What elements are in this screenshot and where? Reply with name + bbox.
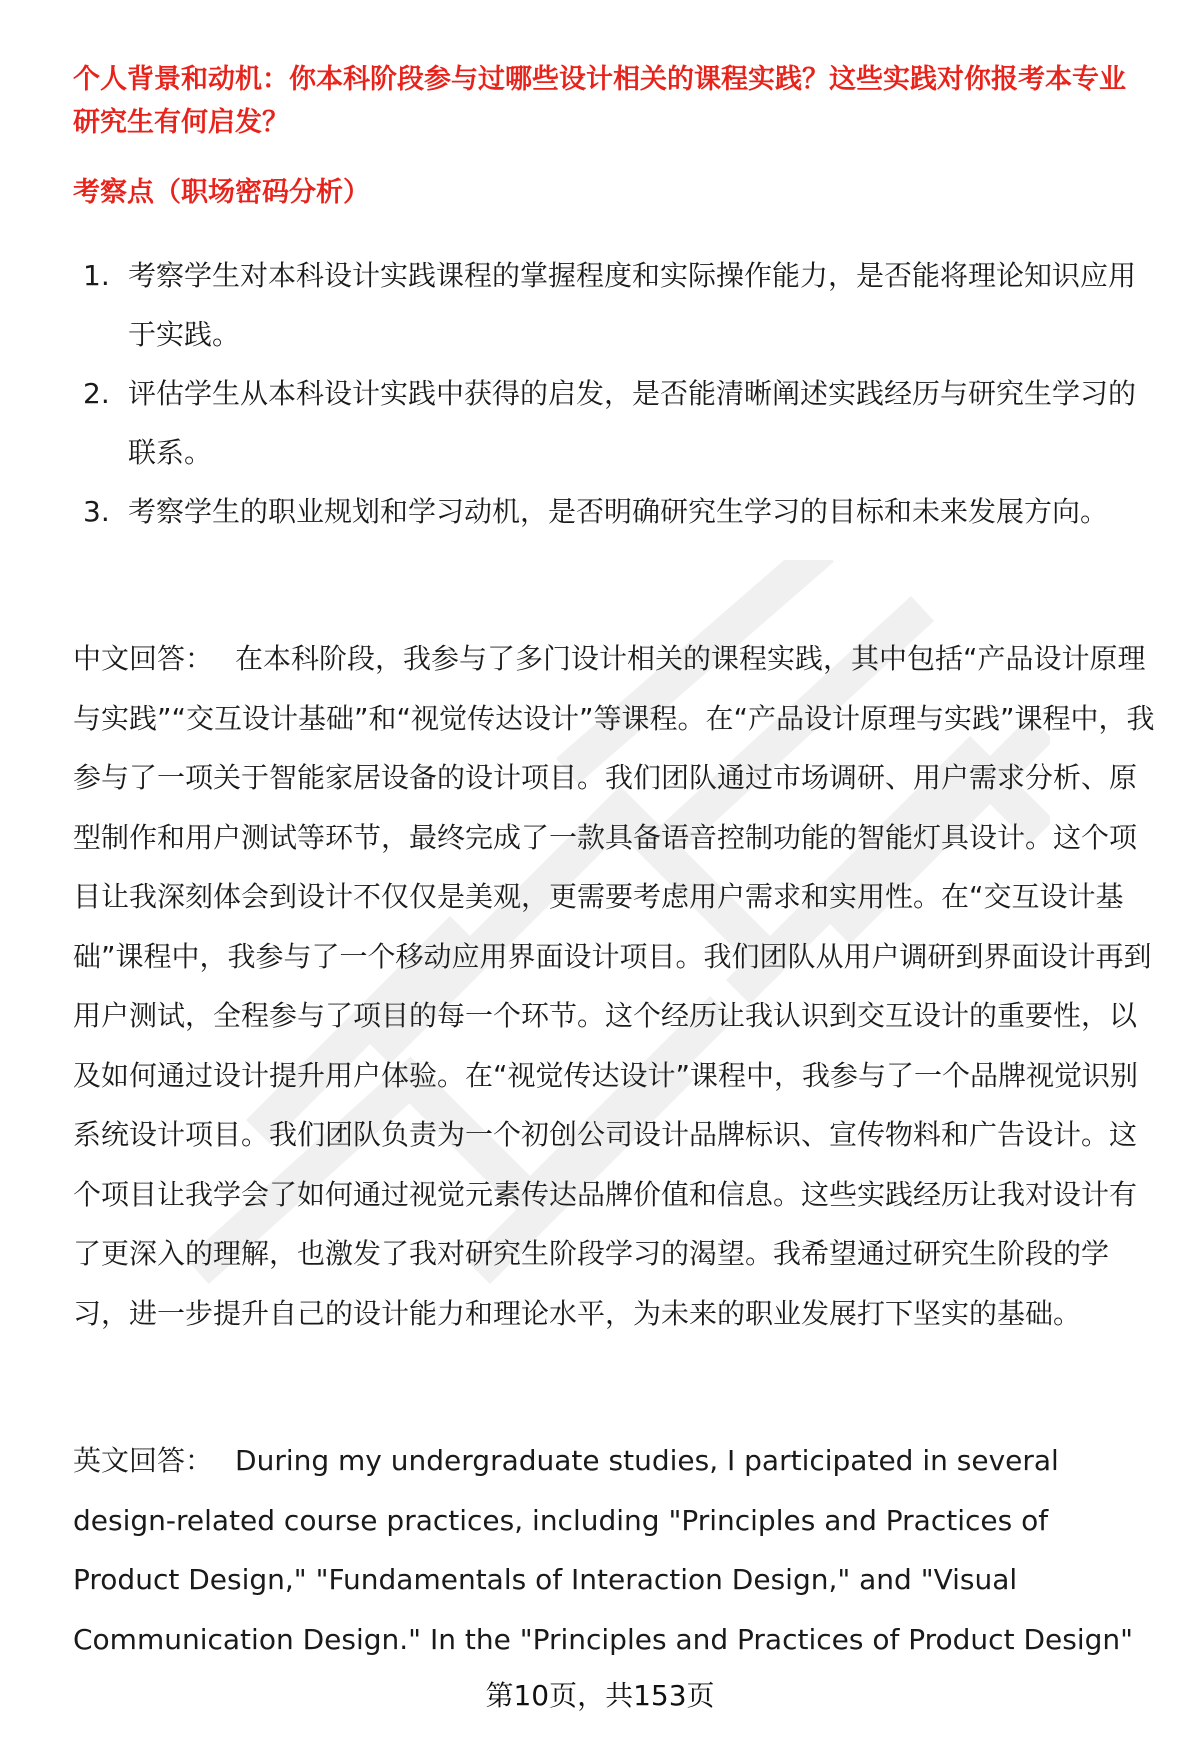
list-number: 1. [83,259,110,292]
chinese-answer-label: 中文回答： [73,642,214,675]
evaluation-points-list [73,246,1143,541]
chinese-answer-text: 在本科阶段，我参与了多门设计相关的课程实践，其中包括“产品设计原理与实践”“交互设计基础”和“视觉传达设计”等课程。在“产品设计原理与实践”课程中，我参与了一项关于智能家居设备的设计项目。我们团队通过市场调研、用户需求分析、原型制作和用户测试等环节，最终完成了一款具备语音控制功能的智能灯具设计。这个项目让我深刻体会到设计不仅仅是美观，更需要考虑用户需求和实用性。在“交互设计基础”课程中，我参与了一个移动应用界面设计项目。我们团队从用户调研到界面设计再到用户测试，全程参与了项目的每一个环节。这个经历让我认识到交互设计的重要性，以及如何通过设计提升用户体验。在“视觉传达设计”课程中，我参与了一个品牌视觉识别系统设计项目。我们团队负责为一个初创公司设计品牌标识、宣传物料和广告设计。这个项目让我学会了如何通过视觉元素传达品牌价值和信息。这些实践经历让我对设计有了更深入的理解，也激发了我对研究生阶段学习的渴望。我希望通过研究生阶段的学习，进一步提升自己的设计能力和理论水平，为未来的职业发展打下坚实的基础。 [73,642,1155,1330]
english-answer-text: During my undergraduate studies, I participated in several design-related course practices, including "Principles and Practices of Product Design," "Fundamentals of Interaction Design," and "Visual Communication Design." In the "Principles and Practices of Product Design" [73,1444,1134,1656]
english-answer [73,1431,1153,1669]
list-item [73,364,1143,482]
list-number: 2. [83,377,110,410]
chinese-answer [73,629,1163,1343]
list-item [73,246,1143,364]
list-item [73,482,1143,541]
page-number-footer: 第10页，共153页 [485,1679,715,1712]
section-title: 考察点（职场密码分析） [73,177,370,208]
list-item-text: 考察学生对本科设计实践课程的掌握程度和实际操作能力，是否能将理论知识应用于实践。 [128,259,1137,351]
list-number: 3. [83,495,110,528]
question-heading: 个人背景和动机：你本科阶段参与过哪些设计相关的课程实践？这些实践对你报考本专业研究生有何启发？ [73,64,1126,138]
list-item-text: 评估学生从本科设计实践中获得的启发，是否能清晰阐述实践经历与研究生学习的联系。 [128,377,1137,469]
list-item-text: 考察学生的职业规划和学习动机，是否明确研究生学习的目标和未来发展方向。 [128,495,1109,528]
english-answer-label: 英文回答： [73,1444,214,1477]
